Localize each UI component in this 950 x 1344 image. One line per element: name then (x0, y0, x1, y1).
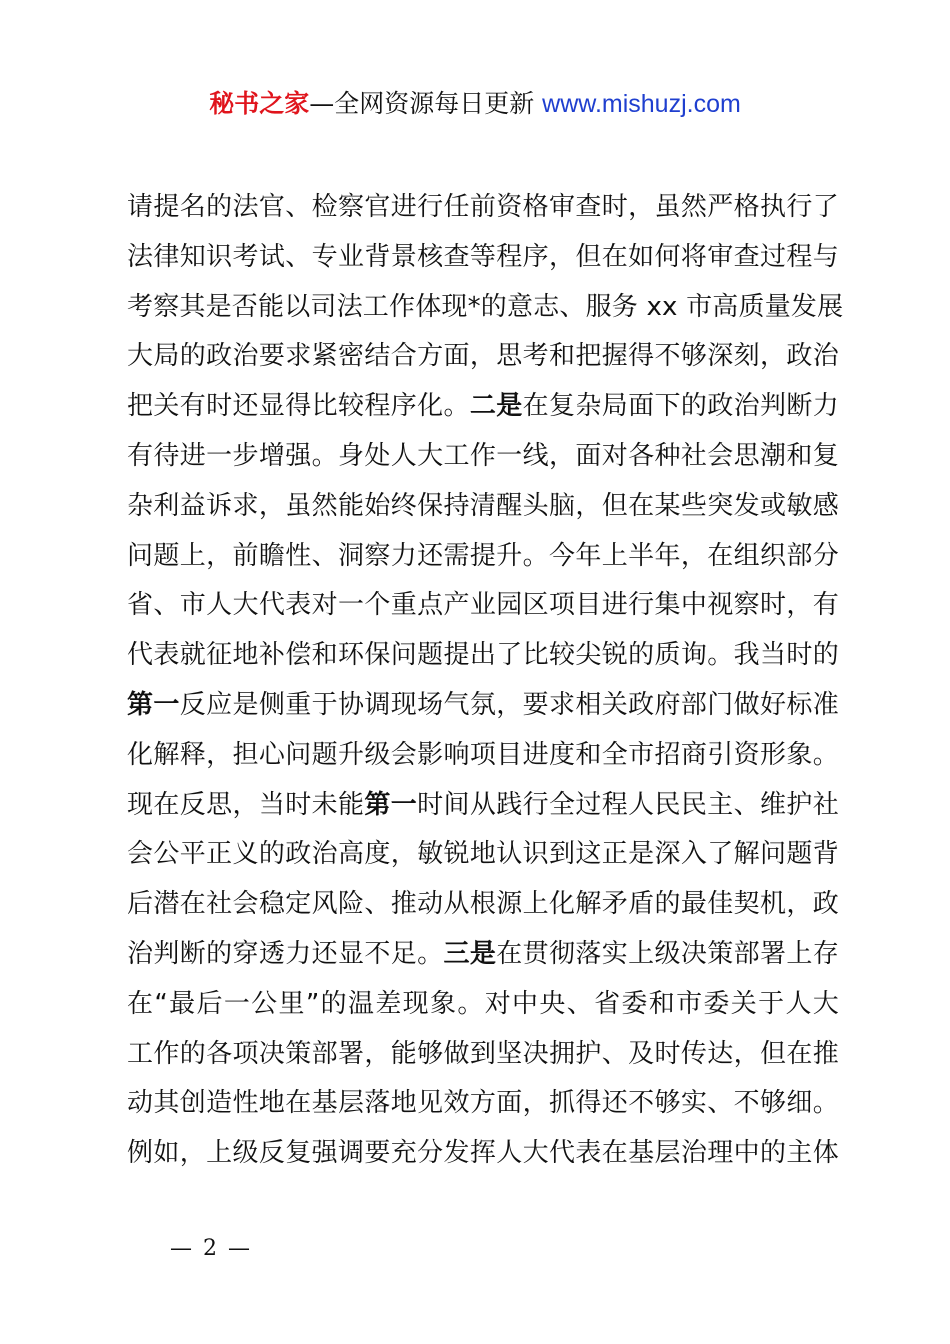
text-segment: 工作的各项决策部署，能够做到坚决拥护、及时传达，但在推 (127, 1038, 839, 1069)
text-segment: 在复杂局面下的政治判断力 (522, 391, 839, 422)
text-segment: 在“最后一公里”的温差现象。对中央、省委和市委关于人大 (127, 988, 839, 1019)
text-segment: 法律知识考试、专业背景核查等程序，但在如何将审查过程与 (127, 241, 839, 272)
text-segment: 考察其是否能以司法工作体现*的意志、服务 xx 市高质量发展 (127, 291, 844, 322)
text-line (127, 1079, 839, 1129)
text-segment: 省、市人大代表对一个重点产业园区项目进行集中视察时，有 (127, 590, 839, 621)
brand-name: 秘书之家 (209, 89, 310, 118)
site-url[interactable]: www.mishuzj.com (542, 90, 741, 118)
text-segment: 现在反思，当时未能 (127, 789, 365, 820)
text-line (127, 731, 839, 781)
text-line (127, 233, 839, 283)
text-line (127, 283, 844, 333)
text-line (127, 930, 839, 980)
text-segment: 例如，上级反复强调要充分发挥人大代表在基层治理中的主体 (127, 1138, 839, 1169)
text-line (127, 1129, 839, 1179)
text-line (127, 482, 839, 532)
text-line (127, 681, 839, 731)
text-line (127, 382, 839, 432)
text-line (127, 631, 839, 681)
text-line (127, 1030, 839, 1080)
text-segment: 反应是侧重于协调现场气氛，要求相关政府部门做好标准 (179, 689, 839, 720)
bold-keyword: 第一 (364, 789, 418, 820)
text-segment: 有待进一步增强。身处人大工作一线，面对各种社会思潮和复 (127, 440, 839, 471)
text-line (127, 980, 839, 1030)
text-segment: 会公平正义的政治高度，敏锐地认识到这正是深入了解问题背 (127, 839, 839, 870)
text-segment: 后潜在社会稳定风险、推动从根源上化解矛盾的最佳契机，政 (127, 889, 839, 920)
text-line (127, 432, 839, 482)
document-body (127, 183, 844, 1179)
text-line (127, 880, 839, 930)
text-line (127, 830, 839, 880)
text-line (127, 781, 839, 831)
text-segment: 动其创造性地在基层落地见效方面，抓得还不够实、不够细。 (127, 1088, 839, 1119)
bold-keyword: 三是 (443, 938, 497, 969)
text-segment: 大局的政治要求紧密结合方面，思考和把握得不够深刻，政治 (127, 341, 839, 372)
header-tagline: —全网资源每日更新 (309, 89, 543, 118)
text-segment: 杂利益诉求，虽然能始终保持清醒头脑，但在某些突发或敏感 (127, 490, 839, 521)
text-line (127, 332, 839, 382)
text-segment: 问题上，前瞻性、洞察力还需提升。今年上半年，在组织部分 (127, 540, 839, 571)
page-number: — 2 — (170, 1236, 252, 1261)
bold-keyword: 第一 (127, 689, 180, 720)
text-line (127, 532, 839, 582)
site-header (0, 86, 950, 122)
text-line (127, 183, 839, 233)
text-segment: 治判断的穿透力还显不足。 (127, 938, 444, 969)
text-segment: 化解释，担心问题升级会影响项目进度和全市招商引资形象。 (127, 739, 839, 770)
text-segment: 时间从践行全过程人民民主、维护社 (417, 789, 839, 820)
text-segment: 代表就征地补偿和环保问题提出了比较尖锐的质询。我当时的 (127, 640, 839, 671)
text-segment: 在贯彻落实上级决策部署上存 (496, 938, 839, 969)
text-segment: 请提名的法官、检察官进行任前资格审查时，虽然严格执行了 (127, 192, 839, 222)
text-segment: 把关有时还显得比较程序化。 (127, 391, 470, 422)
text-line (127, 581, 839, 631)
bold-keyword: 二是 (469, 391, 523, 422)
